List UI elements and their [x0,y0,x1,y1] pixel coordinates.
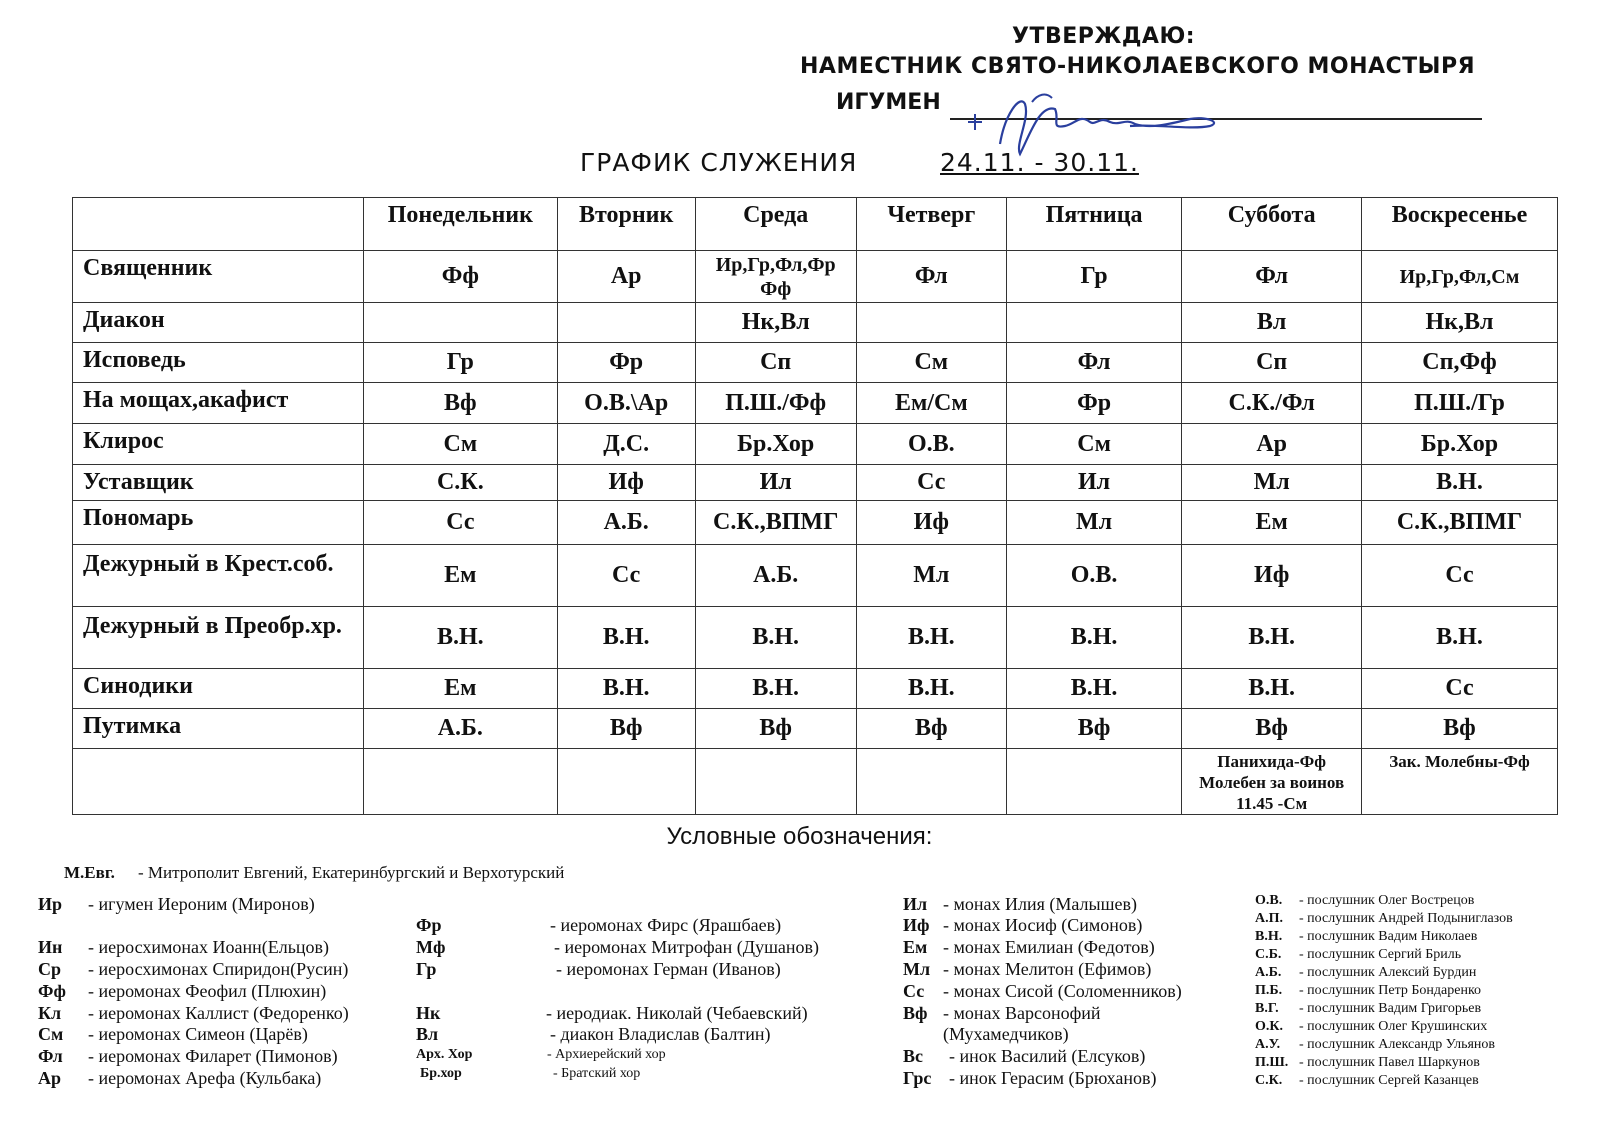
legend-code: Мф [416,937,446,957]
legend-code: П.Б. [1255,983,1283,998]
legend-code: В.Г. [1255,1001,1279,1016]
table-cell: Сп,Фф [1361,343,1557,383]
legend-code: В.Н. [1255,929,1283,944]
table-cell: С.К.,ВПМГ [695,501,856,545]
legend-text: - игумен Иероним (Миронов) [88,894,315,914]
table-cell: С.К./Фл [1182,383,1362,424]
table-cell: Сп [695,343,856,383]
table-cell: А.Б. [695,545,856,607]
legend-code: Ем [903,937,928,957]
legend-item [38,937,329,958]
date-range: 24.11. - 30.11. [940,148,1139,177]
legend-item [903,1068,1156,1089]
role-label: На мощах,акафист [73,383,364,424]
day-header: Вторник [557,198,695,251]
legend-code: См [38,1024,64,1044]
table-cell: Фл [1182,251,1362,303]
table-cell: С.К. [363,465,557,501]
legend-code: Фл [38,1046,63,1066]
table-cell: В.Н. [856,607,1006,669]
table-cell: Гр [363,343,557,383]
legend-code: Вс [903,1046,923,1066]
legend-item [416,959,781,980]
legend-code: Мл [903,959,931,979]
legend-text: - иеромонах Арефа (Кульбака) [88,1068,322,1088]
legend-code: М.Евг. [64,863,115,882]
legend-text: - инок Герасим (Брюханов) [949,1068,1157,1088]
legend-text: - послушник Андрей Подыниглазов [1299,911,1513,926]
table-cell [1006,749,1182,815]
table-cell [695,749,856,815]
legend-item [903,981,1182,1002]
table-row [73,251,1558,303]
legend-item [38,959,348,980]
day-header: Суббота [1182,198,1362,251]
legend-item [1255,1055,1480,1071]
role-label [73,749,364,815]
table-cell [856,749,1006,815]
legend-text: - монах Варсонофий [943,1003,1101,1023]
legend-item [38,1068,321,1089]
legend-text: - иеромонах Симеон (Царёв) [88,1024,308,1044]
legend-item [1255,929,1477,945]
legend-text: - послушник Олег Вострецов [1299,893,1475,908]
legend-item [1255,983,1481,999]
page-title [580,148,1139,177]
table-cell: Иф [557,465,695,501]
legend-code: С.К. [1255,1073,1283,1088]
legend-code: Вл [416,1024,439,1044]
table-row [73,709,1558,749]
role-label: Дежурный в Преобр.хр. [73,607,364,669]
legend-item [903,1024,1069,1045]
table-row [73,669,1558,709]
legend-item [1255,947,1461,963]
legend-item [416,1024,771,1045]
table-row [73,749,1558,815]
legend-code: Нк [416,1003,441,1023]
legend-code: А.Б. [1255,965,1282,980]
table-row [73,343,1558,383]
legend-item [903,915,1142,936]
table-cell: Вл [1182,303,1362,343]
legend-text: - монах Емилиан (Федотов) [943,937,1155,957]
table-cell [363,303,557,343]
legend-code: Иф [903,915,930,935]
legend-item [38,894,315,915]
table-cell: Мл [1182,465,1362,501]
legend-code: А.У. [1255,1037,1281,1052]
table-cell: См [363,424,557,465]
table-cell: Сс [1361,545,1557,607]
legend-text: - послушник Алексий Бурдин [1299,965,1477,980]
legend-item [903,1046,1145,1067]
table-cell: Ар [1182,424,1362,465]
legend-text: - диакон Владислав (Балтин) [550,1024,771,1044]
legend-text: - монах Сисой (Соломенников) [943,981,1182,1001]
table-cell: Мл [1006,501,1182,545]
table-cell: В.Н. [695,607,856,669]
legend-item [903,959,1151,980]
legend-text: - иеродиак. Николай (Чебаевский) [546,1003,808,1023]
legend-text: - Митрополит Евгений, Екатеринбургский и Верхотурский [138,863,565,882]
legend-text: - послушник Олег Крушинских [1299,1019,1488,1034]
table-cell: Фл [856,251,1006,303]
role-label: Путимка [73,709,364,749]
role-label: Дежурный в Крест.соб. [73,545,364,607]
table-cell: См [856,343,1006,383]
table-cell: Фр [1006,383,1182,424]
table-cell: Ем/См [856,383,1006,424]
legend-text: - иеромонах Каллист (Федоренко) [88,1003,349,1023]
legend-text: - монах Мелитон (Ефимов) [943,959,1152,979]
role-label: Синодики [73,669,364,709]
table-cell: Вф [856,709,1006,749]
table-cell: О.В. [1006,545,1182,607]
legend-code: Ср [38,959,62,979]
legend-code: Вф [903,1003,928,1023]
table-cell: Ил [695,465,856,501]
header-row [73,198,1558,251]
legend-item [416,915,781,936]
table-cell: В.Н. [1182,669,1362,709]
legend-text: - послушник Вадим Григорьев [1299,1001,1482,1016]
legend-text: - иеромонах Филарет (Пимонов) [88,1046,338,1066]
legend-text: - монах Илия (Малышев) [943,894,1137,914]
table-cell: Сс [856,465,1006,501]
day-header: Четверг [856,198,1006,251]
table-cell: О.В.\Ар [557,383,695,424]
legend-item [1255,965,1476,981]
table-cell: Мл [856,545,1006,607]
legend-code: Грс [903,1068,932,1088]
table-cell: Вф [363,383,557,424]
table-cell [557,303,695,343]
legend-item [416,937,819,958]
approval-line-3: ИГУМЕН [836,90,941,115]
table-cell: В.Н. [1182,607,1362,669]
table-cell: А.Б. [557,501,695,545]
legend-item [1255,1019,1487,1035]
table-cell: В.Н. [1006,607,1182,669]
approval-line-2: НАМЕСТНИК СВЯТО-НИКОЛАЕВСКОГО МОНАСТЫРЯ [800,54,1476,79]
legend-item [38,1046,338,1067]
table-cell: Панихида-Фф Молебен за воинов 11.45 -См [1182,749,1362,815]
table-cell: Гр [1006,251,1182,303]
legend-code: Ин [38,937,63,957]
table-cell: Сп [1182,343,1362,383]
legend-item [1255,1037,1495,1053]
table-cell: П.Ш./Гр [1361,383,1557,424]
role-label: Клирос [73,424,364,465]
legend-text: - послушник Петр Бондаренко [1299,983,1482,998]
table-cell: Ил [1006,465,1182,501]
corner-cell [73,198,364,251]
table-cell: Вф [1006,709,1182,749]
legend-text: - иеросхимонах Иоанн(Ельцов) [88,937,330,957]
legend-text: - Братский хор [553,1066,641,1081]
legend-code: Ар [38,1068,62,1088]
legend-item [38,1003,349,1024]
legend-title: Условные обозначения: [666,823,933,850]
table-row [73,607,1558,669]
table-cell: Ем [363,669,557,709]
table-cell: С.К.,ВПМГ [1361,501,1557,545]
table-cell [1006,303,1182,343]
table-row [73,501,1558,545]
table-row [73,303,1558,343]
table-cell: Ар [557,251,695,303]
legend-code: Сс [903,981,925,1001]
table-cell: В.Н. [1006,669,1182,709]
table-cell: Сс [1361,669,1557,709]
table-cell: В.Н. [856,669,1006,709]
table-cell: Фф [363,251,557,303]
legend-text: - послушник Павел Шаркунов [1299,1055,1480,1070]
table-cell: Ир,Гр,Фл,См [1361,251,1557,303]
legend-text: - иеромонах Фирс (Ярашбаев) [550,915,782,935]
day-header: Воскресенье [1361,198,1557,251]
table-cell: П.Ш./Фф [695,383,856,424]
legend-item [903,894,1137,915]
table-cell: См [1006,424,1182,465]
table-cell: Ир,Гр,Фл,Фр Фф [695,251,856,303]
role-label: Диакон [73,303,364,343]
legend-item [416,1047,666,1063]
table-row [73,383,1558,424]
legend-code: П.Ш. [1255,1055,1289,1070]
legend-item [38,981,326,1002]
legend-code: О.В. [1255,893,1283,908]
table-cell: Иф [856,501,1006,545]
legend-code: Фр [416,915,442,935]
table-cell: Ем [1182,501,1362,545]
table-cell: В.Н. [1361,465,1557,501]
table-cell: Бр.Хор [695,424,856,465]
table-cell: Сс [363,501,557,545]
table-cell: Нк,Вл [695,303,856,343]
legend-text: - иеромонах Герман (Иванов) [556,959,781,979]
legend-text: - инок Василий (Елсуков) [949,1046,1146,1066]
table-cell: В.Н. [557,669,695,709]
table-cell: В.Н. [557,607,695,669]
table-cell: Иф [1182,545,1362,607]
legend-text: - послушник Сергей Казанцев [1299,1073,1479,1088]
table-cell: Д.С. [557,424,695,465]
legend-code: Арх. Хор [416,1047,473,1062]
legend-code: Фф [38,981,66,1001]
table-cell [363,749,557,815]
legend-text: - послушник Вадим Николаев [1299,929,1478,944]
legend-text: - иеросхимонах Спиридон(Русин) [88,959,349,979]
legend-item [1255,893,1474,909]
legend-code: Ир [38,894,63,914]
legend-text: - послушник Сергий Бриль [1299,947,1462,962]
role-label: Исповедь [73,343,364,383]
legend-code: Ил [903,894,928,914]
table-row [73,424,1558,465]
role-label: Священник [73,251,364,303]
table-cell: Вф [1182,709,1362,749]
table-cell: Нк,Вл [1361,303,1557,343]
legend-code: А.П. [1255,911,1283,926]
legend-text: (Мухамедчиков) [943,1024,1069,1044]
legend-item [903,1003,1101,1024]
table-cell [856,303,1006,343]
table-cell: Бр.Хор [1361,424,1557,465]
legend-item [64,863,564,883]
legend-item [1255,1073,1479,1089]
table-cell: Фл [1006,343,1182,383]
table-cell: Вф [1361,709,1557,749]
table-cell: Зак. Молебны-Фф [1361,749,1557,815]
table-cell [557,749,695,815]
table-cell: В.Н. [363,607,557,669]
legend-item [38,1024,308,1045]
legend-code: Кл [38,1003,62,1023]
table-cell: В.Н. [1361,607,1557,669]
role-label: Пономарь [73,501,364,545]
table-cell: Вф [695,709,856,749]
table-cell: В.Н. [695,669,856,709]
table-row [73,465,1558,501]
legend-item [1255,911,1513,927]
legend-text: - Архиерейский хор [547,1047,666,1062]
legend-code: Бр.хор [420,1066,462,1081]
table-cell: Сс [557,545,695,607]
legend-text: - иеромонах Митрофан (Душанов) [554,937,820,957]
legend-code: Гр [416,959,437,979]
legend-text: - монах Иосиф (Симонов) [943,915,1143,935]
legend-item [420,1066,640,1082]
legend-code: С.Б. [1255,947,1282,962]
role-label: Уставщик [73,465,364,501]
legend-text: - послушник Александр Ульянов [1299,1037,1495,1052]
day-header: Среда [695,198,856,251]
schedule-table [72,197,1558,815]
legend-item [903,937,1155,958]
table-cell: А.Б. [363,709,557,749]
day-header: Понедельник [363,198,557,251]
title-text: ГРАФИК СЛУЖЕНИЯ [580,148,858,177]
table-cell: Фр [557,343,695,383]
approval-line-1: УТВЕРЖДАЮ: [1012,24,1196,49]
table-cell: Ем [363,545,557,607]
table-row [73,545,1558,607]
legend-item [1255,1001,1481,1017]
table-cell: Вф [557,709,695,749]
legend-text: - иеромонах Феофил (Плюхин) [88,981,327,1001]
table-cell: О.В. [856,424,1006,465]
legend-item [416,1003,808,1024]
legend-code: О.К. [1255,1019,1284,1034]
day-header: Пятница [1006,198,1182,251]
